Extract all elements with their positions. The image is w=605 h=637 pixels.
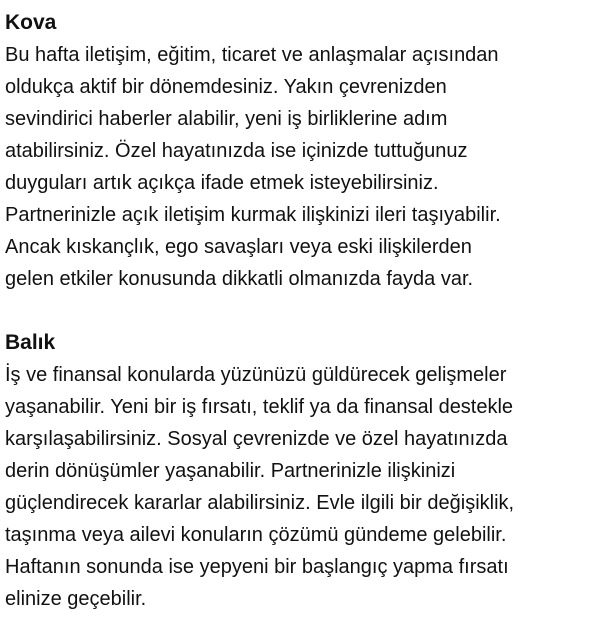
section-balik — [5, 327, 605, 615]
section-divider — [5, 295, 605, 327]
text-line: derin dönüşümler yaşanabilir. Partnerinizle ilişkinizi — [5, 460, 456, 482]
text-line: karşılaşabilirsiniz. Sosyal çevrenizde ve özel hayatınızda — [5, 428, 508, 450]
text-line: Bu hafta iletişim, eğitim, ticaret ve anlaşmalar açısından — [5, 44, 499, 66]
section-title-kova: Kova — [5, 11, 57, 34]
text-line: Ancak kıskançlık, ego savaşları veya eski ilişkilerden — [5, 236, 472, 258]
text-line: Partnerinizle açık iletişim kurmak ilişkinizi ileri taşıyabilir. — [5, 204, 501, 226]
section-body-balik — [5, 359, 605, 615]
text-line: elinize geçebilir. — [5, 588, 147, 610]
section-body-kova — [5, 39, 605, 295]
text-line: gelen etkiler konusunda dikkatli olmanızda fayda var. — [5, 268, 474, 290]
text-line: İş ve finansal konularda yüzünüzü güldürecek gelişmeler — [5, 364, 507, 386]
text-line: taşınma veya ailevi konuların çözümü gündeme gelebilir. — [5, 524, 507, 546]
text-line: atabilirsiniz. Özel hayatınızda ise içinizde tuttuğunuz — [5, 140, 468, 162]
text-line: güçlendirecek kararlar alabilirsiniz. Evle ilgili bir değişiklik, — [5, 492, 515, 514]
text-line: yaşanabilir. Yeni bir iş fırsatı, teklif ya da finansal destekle — [5, 396, 514, 418]
text-line: Haftanın sonunda ise yepyeni bir başlangıç yapma fırsatı — [5, 556, 509, 578]
text-line: sevindirici haberler alabilir, yeni iş birliklerine adım — [5, 108, 448, 130]
section-title-balik: Balık — [5, 331, 56, 354]
text-line: oldukça aktif bir dönemdesiniz. Yakın çevrenizden — [5, 76, 447, 98]
text-line: duyguları artık açıkça ifade etmek isteyebilirsiniz. — [5, 172, 439, 194]
section-kova — [5, 7, 605, 295]
